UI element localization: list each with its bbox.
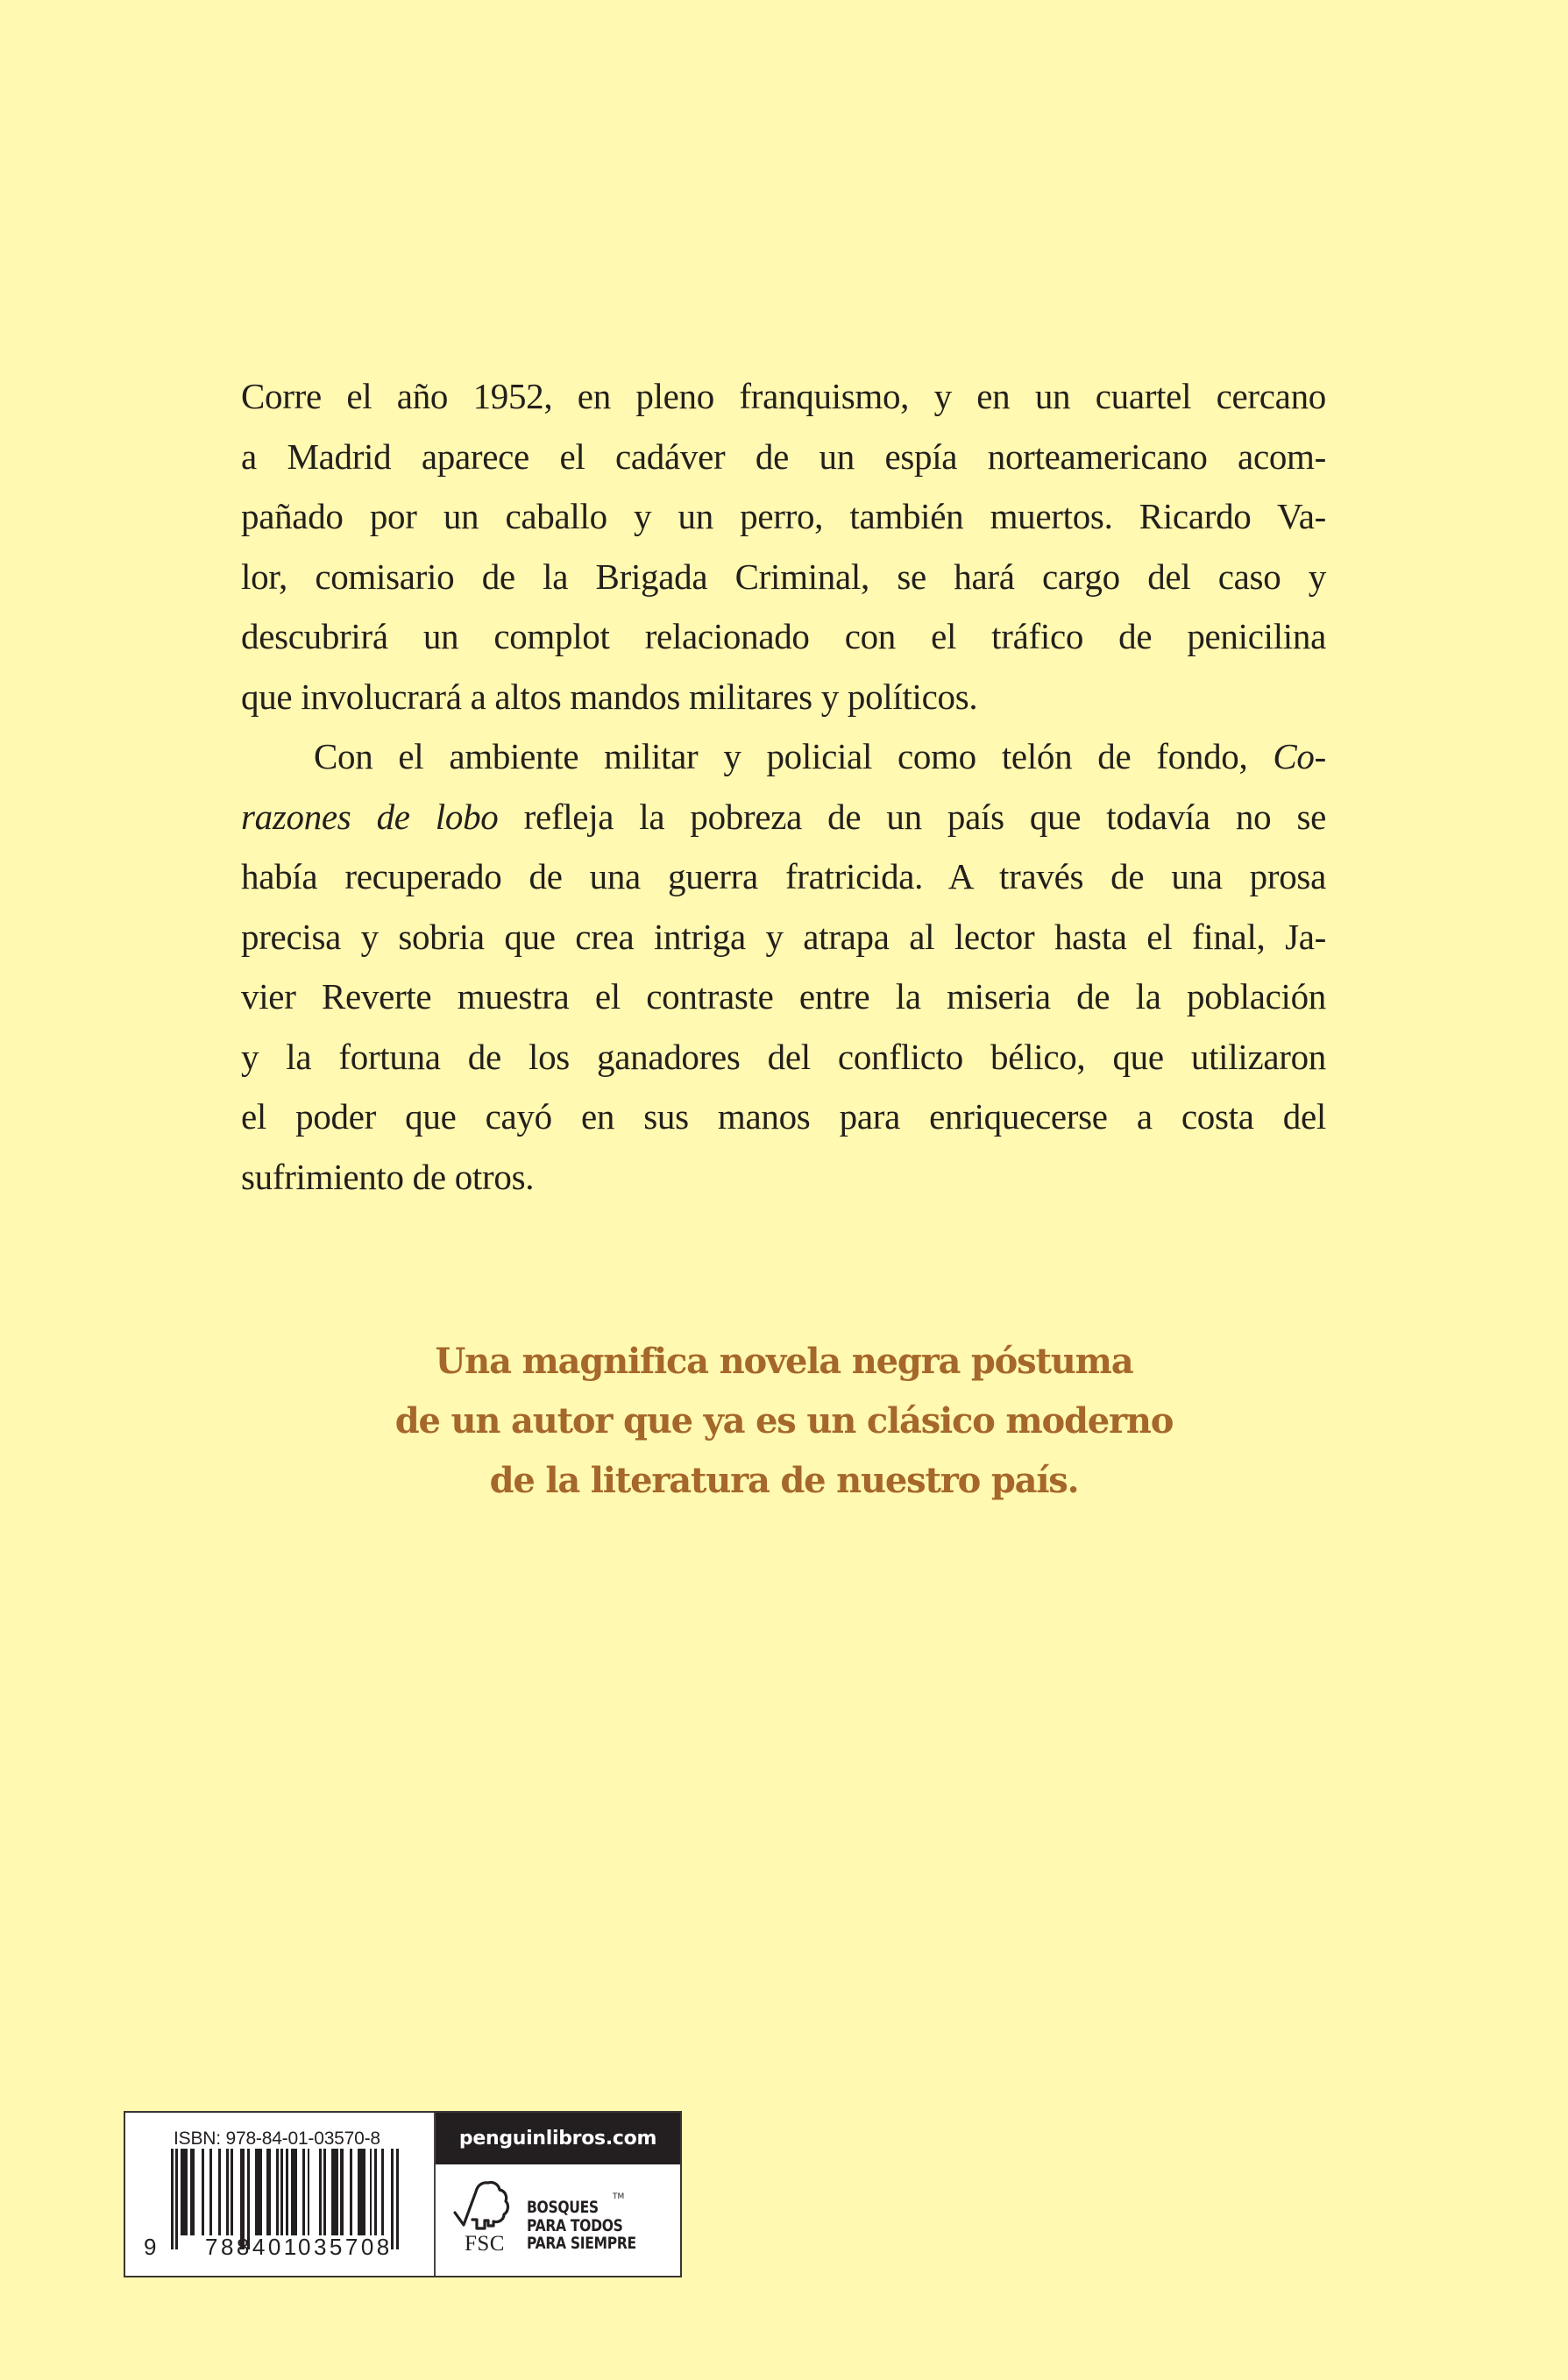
barcode-digit-first: 9 xyxy=(144,2234,160,2260)
barcode-bar xyxy=(202,2149,204,2235)
fsc-tree-icon xyxy=(453,2179,514,2232)
fsc-claim xyxy=(527,2199,636,2253)
text-line: había recuperado de una guerra fratricida. A través de una prosa xyxy=(241,856,1326,896)
barcode-bar xyxy=(266,2149,271,2235)
blurb-highlight xyxy=(263,1332,1305,1511)
blurb-line: Una magnifica novela negra póstuma xyxy=(435,1341,1133,1382)
barcode-bar xyxy=(226,2149,229,2235)
barcode-bar xyxy=(396,2149,399,2249)
text-line: pañado por un caballo y un perro, también muertos. Ricardo Va- xyxy=(241,496,1326,536)
barcode-bar xyxy=(218,2149,221,2235)
text-line: a Madrid aparece el cadáver de un espía norteamericano acom- xyxy=(241,436,1326,477)
barcode-digits-left: 788401 xyxy=(205,2234,300,2260)
barcode-digits-right: 035708 xyxy=(298,2234,393,2260)
fsc-claim-line: PARA TODOS xyxy=(527,2215,623,2235)
barcode-bar xyxy=(340,2149,344,2235)
text-line: sufrimiento de otros. xyxy=(241,1156,535,1197)
barcode-bar xyxy=(190,2149,195,2235)
barcode-bar xyxy=(319,2149,322,2235)
fsc-claim-line: PARA SIEMPRE xyxy=(527,2234,636,2253)
publisher-panel xyxy=(436,2113,680,2276)
barcode-bar xyxy=(175,2149,178,2249)
text-line xyxy=(241,726,1326,787)
text-fragment: Con el ambiente militar y policial como telón de fondo, xyxy=(314,736,1274,776)
barcode-bar xyxy=(308,2149,309,2235)
barcode-bar xyxy=(209,2149,212,2235)
fsc-claim-line: BOSQUES xyxy=(527,2198,599,2217)
barcode-bar xyxy=(323,2149,326,2235)
barcode-area xyxy=(125,2113,435,2276)
barcode-bar xyxy=(280,2149,283,2235)
barcode-bar xyxy=(350,2149,352,2235)
text-line: vier Reverte muestra el contraste entre la miseria de la población xyxy=(241,976,1326,1016)
barcode-bar xyxy=(171,2149,174,2249)
isbn-barcode-box xyxy=(124,2111,682,2277)
barcode-bar xyxy=(381,2149,384,2235)
synopsis-paragraph-1 xyxy=(241,366,1326,726)
blurb-line: de un autor que ya es un clásico moderno xyxy=(394,1400,1174,1441)
book-title-italic: Co- xyxy=(1273,736,1326,776)
book-title-italic: razones de lobo xyxy=(241,796,499,837)
trademark-mark: TM xyxy=(613,2192,625,2201)
barcode-bar xyxy=(231,2149,233,2235)
text-line: y la fortuna de los ganadores del conflicto bélico, que utilizaron xyxy=(241,1036,1326,1077)
text-line: descubrirá un complot relacionado con el tráfico de penicilina xyxy=(241,616,1326,656)
barcode-bar xyxy=(291,2149,297,2235)
barcode-bar xyxy=(358,2149,365,2235)
barcode-bar xyxy=(276,2149,279,2235)
blurb-line: de la literatura de nuestro país. xyxy=(489,1460,1079,1501)
barcode-bar xyxy=(181,2149,188,2235)
text-line: lor, comisario de la Brigada Criminal, se hará cargo del caso y xyxy=(241,556,1326,597)
synopsis-text xyxy=(241,366,1326,1207)
text-line xyxy=(241,787,1326,847)
text-line: precisa y sobria que crea intriga y atrapa al lector hasta el final, Ja- xyxy=(241,916,1326,957)
barcode-bar xyxy=(302,2149,305,2235)
text-line: el poder que cayó en sus manos para enriquecerse a costa del xyxy=(241,1096,1326,1137)
barcode-bar xyxy=(374,2149,377,2235)
text-fragment: refleja la pobreza de un país que todavía no se xyxy=(498,796,1327,837)
barcode-bar xyxy=(331,2149,338,2235)
fsc-logo-text: FSC xyxy=(465,2232,505,2256)
publisher-url: penguinlibros.com xyxy=(436,2113,680,2164)
barcode-bar xyxy=(370,2149,372,2235)
text-line: Corre el año 1952, en pleno franquismo, y en un cuartel cercano xyxy=(241,376,1326,416)
barcode-bar xyxy=(286,2149,288,2235)
isbn-label: ISBN: 978-84-01-03570-8 xyxy=(174,2129,380,2149)
barcode-bar xyxy=(255,2149,262,2235)
synopsis-paragraph-2 xyxy=(241,726,1326,1207)
text-line: que involucrará a altos mandos militares y políticos. xyxy=(241,676,978,717)
